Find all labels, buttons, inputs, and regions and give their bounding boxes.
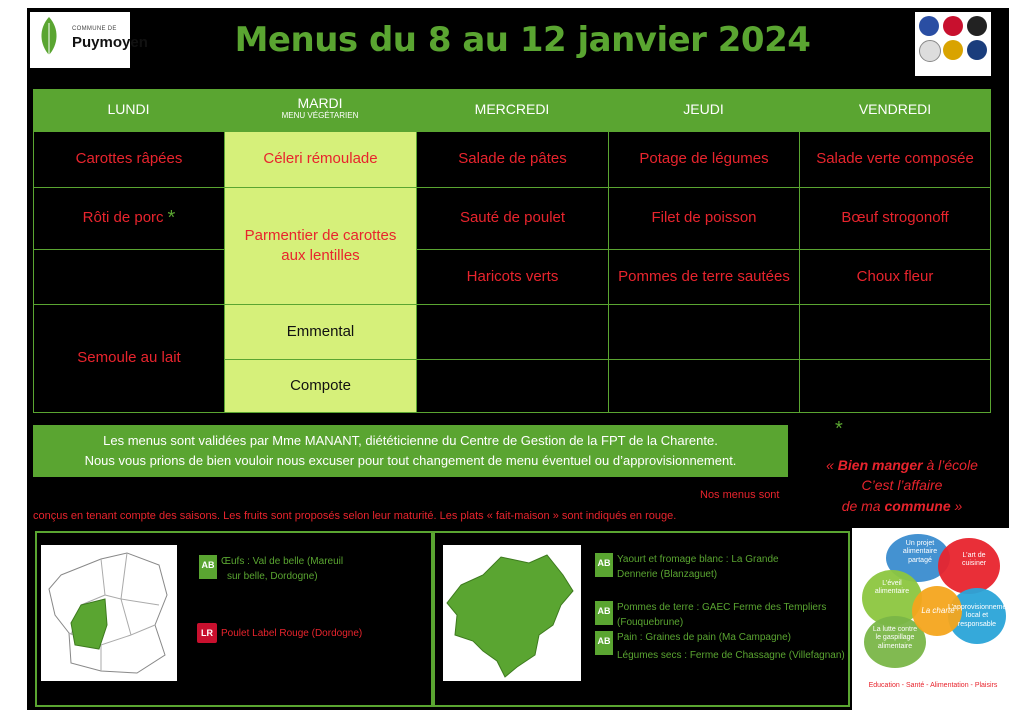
jeudi-entree: Potage de légumes bbox=[608, 131, 800, 188]
mercredi-entree: Salade de pâtes bbox=[416, 131, 609, 188]
charte-graphic: Un projet alimentaire partagé L’éveil alimentaire L’art de cuisiner La charte La lutte contre le gaspillage alimentaire L’approvisionnement local et responsable Education - Santé - Alimentation - Plaisirs bbox=[856, 530, 1010, 710]
supplier-legumes: Légumes secs : Ferme de Chassagne (Villefagnan) bbox=[617, 650, 845, 661]
vendredi-entree: Salade verte composée bbox=[799, 131, 991, 188]
puymoyen-logo bbox=[30, 12, 148, 68]
supplier-bread: Pain : Graines de pain (Ma Campagne) bbox=[617, 632, 791, 643]
lundi-entree: Carottes râpées bbox=[33, 131, 225, 188]
charte-footer: Education - Santé - Alimentation - Plaisirs bbox=[868, 682, 998, 689]
ab-organic-icon: AB bbox=[199, 555, 217, 579]
mercredi-accompagnement: Haricots verts bbox=[416, 249, 609, 305]
label-badge-icon bbox=[943, 16, 963, 36]
seasons-note-part1: Nos menus sont bbox=[700, 489, 780, 501]
suppliers-panel-left bbox=[35, 531, 433, 707]
vendredi-empty-2 bbox=[799, 359, 991, 413]
vendredi-empty-1 bbox=[799, 304, 991, 360]
star-icon: * bbox=[835, 418, 843, 440]
france-map-icon bbox=[41, 545, 177, 681]
jeudi-empty-1 bbox=[608, 304, 800, 360]
logo-name: Puymoyen bbox=[72, 34, 148, 51]
day-header-jeudi: JEUDI bbox=[608, 89, 799, 131]
france-map bbox=[41, 545, 177, 681]
day-header-vendredi: VENDREDI bbox=[799, 89, 991, 131]
label-badge-icon bbox=[919, 40, 941, 62]
supplier-chicken: Poulet Label Rouge (Dordogne) bbox=[221, 628, 363, 639]
supplier-potatoes: Pommes de terre : GAEC Ferme des Templiers (Fouquebrune) bbox=[617, 602, 827, 628]
label-badge-icon bbox=[919, 16, 939, 36]
ab-organic-icon: AB bbox=[595, 553, 613, 577]
slogan: « Bien manger à l’école C’est l’affaire de ma commune » bbox=[826, 457, 978, 514]
logo-small-text: COMMUNE DE bbox=[72, 26, 117, 32]
quality-labels bbox=[915, 12, 991, 76]
lundi-plat: Rôti de porc * bbox=[33, 187, 225, 250]
jeudi-plat: Filet de poisson bbox=[608, 187, 800, 250]
charente-map bbox=[443, 545, 581, 681]
label-rouge-icon: LR bbox=[197, 623, 217, 643]
label-badge-icon bbox=[967, 16, 987, 36]
charente-map-icon bbox=[443, 545, 581, 681]
label-badge-icon bbox=[967, 40, 987, 60]
mardi-fromage: Emmental bbox=[224, 304, 417, 360]
label-badge-icon bbox=[943, 40, 963, 60]
ab-organic-icon: AB bbox=[595, 631, 613, 655]
mardi-entree: Céleri rémoulade bbox=[224, 131, 417, 188]
mercredi-empty-1 bbox=[416, 304, 609, 360]
page-title: Menus du 8 au 12 janvier 2024 bbox=[234, 20, 811, 60]
lundi-empty bbox=[33, 249, 225, 305]
mardi-plat: Parmentier de carottes aux lentilles bbox=[224, 187, 417, 305]
jeudi-accompagnement: Pommes de terre sautées bbox=[608, 249, 800, 305]
suppliers-panel-right bbox=[433, 531, 850, 707]
supplier-eggs: Œufs : Val de belle (Mareuil sur belle, Dordogne) bbox=[221, 556, 344, 582]
dietitian-notice: Les menus sont validées par Mme MANANT, diététicienne du Centre de Gestion de la FPT de la Charente. Nous vous prions de bien vouloir nous excuser pour tout changement de menu éventuel ou d’approvisionnement. bbox=[33, 425, 788, 477]
day-header-lundi: LUNDI bbox=[33, 89, 224, 131]
lundi-dessert: Semoule au lait bbox=[33, 304, 225, 413]
ab-organic-icon: AB bbox=[595, 601, 613, 625]
vendredi-accompagnement: Choux fleur bbox=[799, 249, 991, 305]
mardi-dessert: Compote bbox=[224, 359, 417, 413]
jeudi-empty-2 bbox=[608, 359, 800, 413]
fait-maison-star: * bbox=[167, 207, 176, 229]
mercredi-empty-2 bbox=[416, 359, 609, 413]
day-header-mercredi: MERCREDI bbox=[416, 89, 608, 131]
day-header-mardi: MARDI MENU VÉGÉTARIEN bbox=[224, 89, 416, 131]
mercredi-plat: Sauté de poulet bbox=[416, 187, 609, 250]
menu-table bbox=[33, 89, 991, 413]
vendredi-plat: Bœuf strogonoff bbox=[799, 187, 991, 250]
seasons-note-part2: conçus en tenant compte des saisons. Les fruits sont proposés selon leur maturité. Les plats « fait-maison » sont indiqués en rouge. bbox=[33, 510, 677, 522]
leaf-icon bbox=[38, 15, 60, 57]
supplier-yogurt: Yaourt et fromage blanc : La Grande Dennerie (Blanzaguet) bbox=[617, 554, 779, 580]
suppliers-section bbox=[27, 528, 852, 710]
